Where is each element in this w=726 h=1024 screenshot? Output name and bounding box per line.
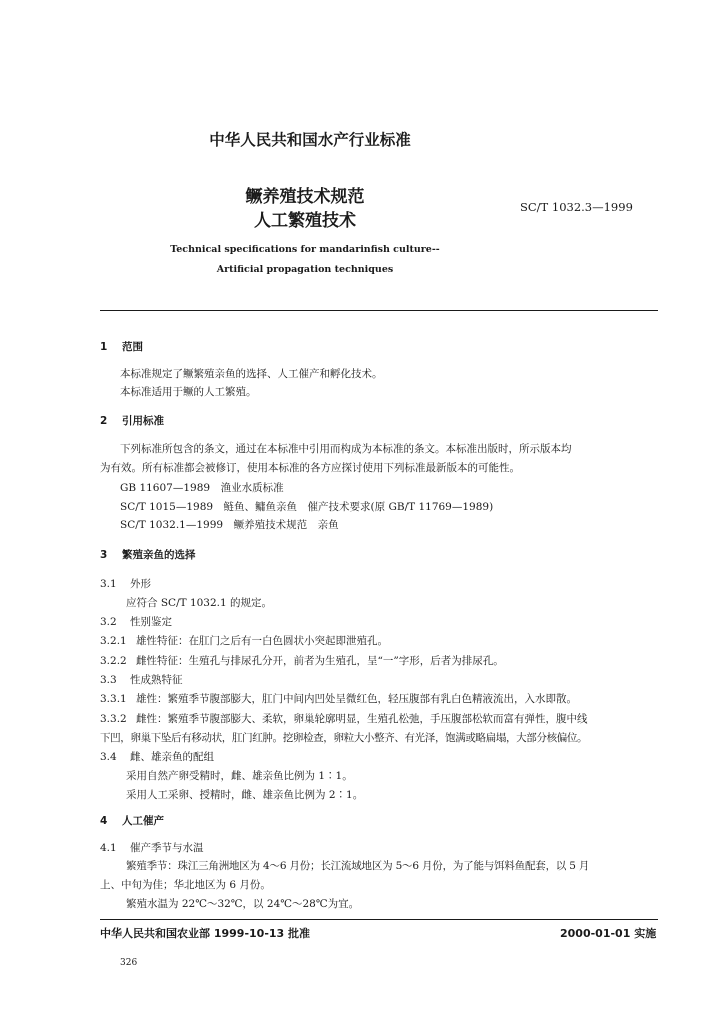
clause-number: 3.2.2 [100,655,127,667]
subsection-number: 3.1 [100,578,117,590]
clause-3-3-2 [100,711,588,726]
paragraph: 为有效。所有标准都会被修订，使用本标准的各方应探讨使用下列标准最新版本的可能性。 [100,462,520,474]
subsection-4-1 [100,840,204,855]
standard-title-line-1: 鳜养殖技术规范 [245,187,365,207]
paragraph: 采用人工采卵、授精时，雌、雄亲鱼比例为 2∶1。 [126,789,364,801]
implementation-date: 2000-01-01 实施 [560,927,657,940]
section-number: 3 [100,549,108,561]
section-title: 繁殖亲鱼的选择 [122,549,196,561]
subsection-3-2 [100,614,172,629]
section-3-heading [100,547,196,562]
approval-line: 中华人民共和国农业部 1999-10-13 批准 [100,927,311,940]
clause-3-3-1 [100,691,577,706]
paragraph: 上、中旬为佳；华北地区为 6 月份。 [100,879,271,891]
paragraph: 采用自然产卵受精时，雌、雄亲鱼比例为 1∶1。 [126,770,353,782]
english-title-line-1: Technical specifications for mandarinfish culture-- [170,244,440,255]
subsection-title: 性别鉴定 [130,616,172,628]
reference-item: SC/T 1015—1989 鲢鱼、鳙鱼亲鱼 催产技术要求(原 GB/T 11769—1989) [120,501,494,513]
clause-text: 雌性：繁殖季节腹部膨大、柔软，卵巢轮廓明显，生殖孔松弛，手压腹部松软而富有弹性，腹中线 [136,713,588,725]
paragraph: 繁殖季节：珠江三角洲地区为 4～6 月份；长江流域地区为 5～6 月份，为了能与饵料鱼配套，以 5 月 [126,860,590,872]
clause-number: 3.3.1 [100,693,127,705]
section-title: 人工催产 [122,815,164,827]
standard-title-line-2: 人工繁殖技术 [254,211,356,231]
paragraph: 下列标准所包含的条文，通过在本标准中引用而构成为本标准的条文。本标准出版时，所示版本均 [120,443,572,455]
section-number: 2 [100,415,108,427]
standard-code: SC/T 1032.3—1999 [520,200,633,214]
subsection-title: 雌、雄亲鱼的配组 [130,751,214,763]
subsection-number: 3.4 [100,751,117,763]
issuing-body-title: 中华人民共和国水产行业标准 [209,131,411,149]
subsection-3-3 [100,672,183,687]
paragraph: 本标准规定了鳜繁殖亲鱼的选择、人工催产和孵化技术。 [120,368,383,380]
section-number: 1 [100,341,108,353]
section-number: 4 [100,815,108,827]
section-1-heading [100,339,143,354]
clause-3-2-1 [100,633,388,648]
english-title-line-2: Artificial propagation techniques [216,264,394,275]
reference-item: SC/T 1032.1—1999 鳜养殖技术规范 亲鱼 [120,519,339,531]
clause-number: 3.2.1 [100,635,127,647]
clause-text: 雌性特征：生殖孔与排尿孔分开，前者为生殖孔，呈“一”字形，后者为排尿孔。 [136,655,504,667]
subsection-title: 性成熟特征 [130,674,183,686]
section-2-heading [100,413,164,428]
subsection-title: 外形 [130,578,151,590]
section-title: 范围 [122,341,143,353]
subsection-number: 3.2 [100,616,117,628]
clause-text: 雄性：繁殖季节腹部膨大，肛门中间内凹处呈微红色，轻压腹部有乳白色精液流出，入水即散。 [136,693,577,705]
subsection-title: 催产季节与水温 [130,842,204,854]
footer-divider [100,919,658,920]
paragraph: 下凹，卵巢下坠后有移动状，肛门红肿。挖卵检查，卵粒大小整齐、有光泽，饱满或略扁塌，大部分核偏位。 [100,732,588,744]
clause-number: 3.3.2 [100,713,127,725]
paragraph: 应符合 SC/T 1032.1 的规定。 [126,597,273,609]
clause-text: 雄性特征：在肛门之后有一白色圆状小突起即泄殖孔。 [136,635,388,647]
subsection-number: 4.1 [100,842,117,854]
subsection-3-1 [100,576,151,591]
clause-3-2-2 [100,653,504,668]
paragraph: 本标准适用于鳜的人工繁殖。 [120,386,257,398]
section-4-heading [100,813,164,828]
reference-item: GB 11607—1989 渔业水质标准 [120,482,284,494]
paragraph: 繁殖水温为 22℃～32℃，以 24℃～28℃为宜。 [126,898,360,910]
page-number: 326 [120,958,138,968]
subsection-3-4 [100,749,214,764]
section-title: 引用标准 [122,415,164,427]
header-divider [100,310,658,311]
subsection-number: 3.3 [100,674,117,686]
